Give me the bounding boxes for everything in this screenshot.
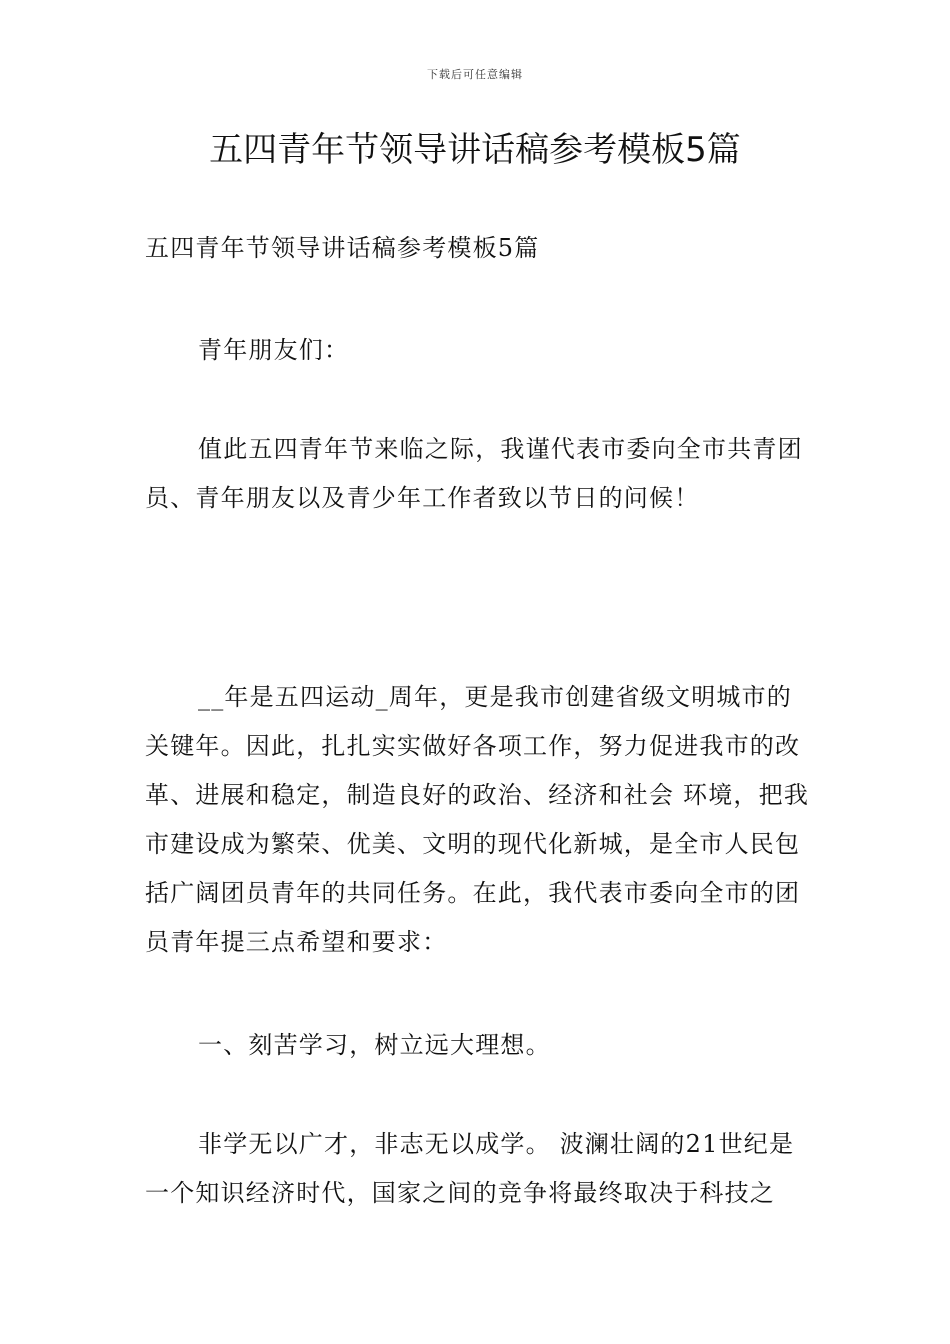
greeting-paragraph: 青年朋友们： [198,336,350,364]
section-heading-1: 一、刻苦学习，树立远大理想。 [198,1031,551,1059]
subtitle-paragraph: 五四青年节领导讲话稿参考模板5篇 [145,234,540,262]
paragraph-anniversary: __年是五四运动_周年，更是我市创建省级文明城市的关键年。因此，扎扎实实做好各项工作，努力促进我市的改革、进展和稳定，制造良好的政治、经济和社会 环境，把我市建设成为繁荣、优美、文明的现代化新城，是全市人民包括广阔团员青年的共同任务。在此，我代表市委向全市的团员青年提三点希望和要求： [145,683,810,956]
paragraph-greeting-message: 值此五四青年节来临之际，我谨代表市委向全市共青团员、青年朋友以及青少年工作者致以节日的问候！ [145,435,803,512]
document-title: 五四青年节领导讲话稿参考模板5篇 [209,130,741,170]
header-note: 下载后可任意编辑 [427,68,523,81]
paragraph-study: 非学无以广才，非志无以成学。 波澜壮阔的21世纪是一个知识经济时代，国家之间的竞争将最终取决于科技之 [145,1130,795,1207]
